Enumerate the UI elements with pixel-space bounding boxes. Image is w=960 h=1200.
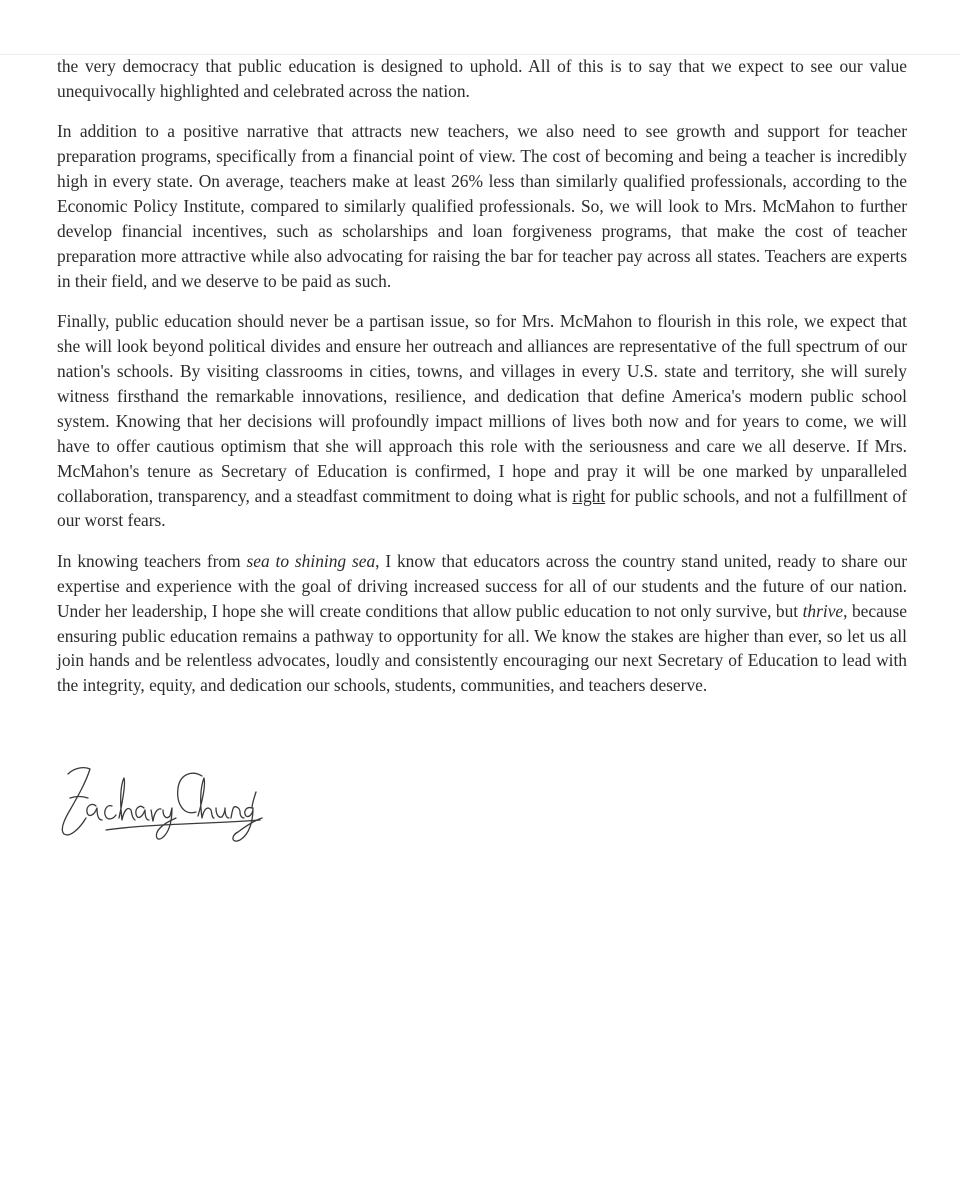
- paragraph-2: In addition to a positive narrative that attracts new teachers, we also need to see growth and support for teacher preparation programs, specifically from a financial point of view. The cost of becoming and being a teacher is incredibly high in every state. On average, teachers make at least 26% less than similarly qualified professionals, according to the Economic Policy Institute, compared to similarly qualified professionals. So, we will look to Mrs. McMahon to further develop financial incentives, such as scholarships and loan forgiveness programs, that make the cost of teacher preparation more attractive while also advocating for raising the bar for teacher pay across all states. Teachers are experts in their field, and we deserve to be paid as such.: [57, 121, 907, 291]
- paragraph-4-text-middle: , I know that educators across the country stand united, ready to share our expertise and experience with the goal of driving increased success for all of our students and the future of our nation. Under her leadership, I hope she will create conditions that allow public education to not only survive, but: [57, 550, 907, 621]
- paragraph-4-text-after: , because ensuring public education remains a pathway to opportunity for all. We know the stakes are higher than ever, so let us all join hands and be relentless advocates, loudly and consistently encouraging our next Secretary of Education to lead with the integrity, equity, and dedication our schools, students, communities, and teachers deserve.: [57, 600, 907, 696]
- italic-phrase-sea-to-shining-sea: sea to shining sea: [246, 550, 376, 571]
- paragraph-4: [57, 549, 907, 698]
- underlined-word-right: right: [572, 485, 606, 506]
- paragraph-3-text-before: Finally, public education should never be a partisan issue, so for Mrs. McMahon to flourish in this role, we expect that she will look beyond political divides and ensure her outreach and alliances are representative of the full spectrum of our nation's schools. By visiting classrooms in cities, towns, and villages in every U.S. state and territory, she will surely witness firsthand the remarkable innovations, resilience, and dedication that define America's modern public school system. Knowing that her decisions will profoundly impact millions of lives both now and for years to come, we will have to offer cautious optimism that she will approach this role with the seriousness and care we all deserve. If Mrs. McMahon's tenure as Secretary of Education is confirmed, I hope and pray it will be one marked by unparalleled collaboration, transparency, and a steadfast commitment to doing what is: [57, 311, 907, 506]
- handwritten-signature: [56, 760, 266, 846]
- italic-word-thrive: thrive: [802, 600, 844, 621]
- paragraph-3-text-after: for public schools, and not a fulfillment of our worst fears.: [57, 485, 908, 531]
- paragraph-1: the very democracy that public education is designed to uphold. All of this is to say that we expect to see our value unequivocally highlighted and celebrated across the nation.: [57, 56, 907, 101]
- paragraph-4-text-before: In knowing teachers from: [57, 550, 247, 571]
- page-top-margin: [0, 0, 960, 55]
- paragraph-3: [57, 309, 907, 533]
- signature-drawing: [56, 760, 266, 846]
- letter-body: [57, 54, 907, 714]
